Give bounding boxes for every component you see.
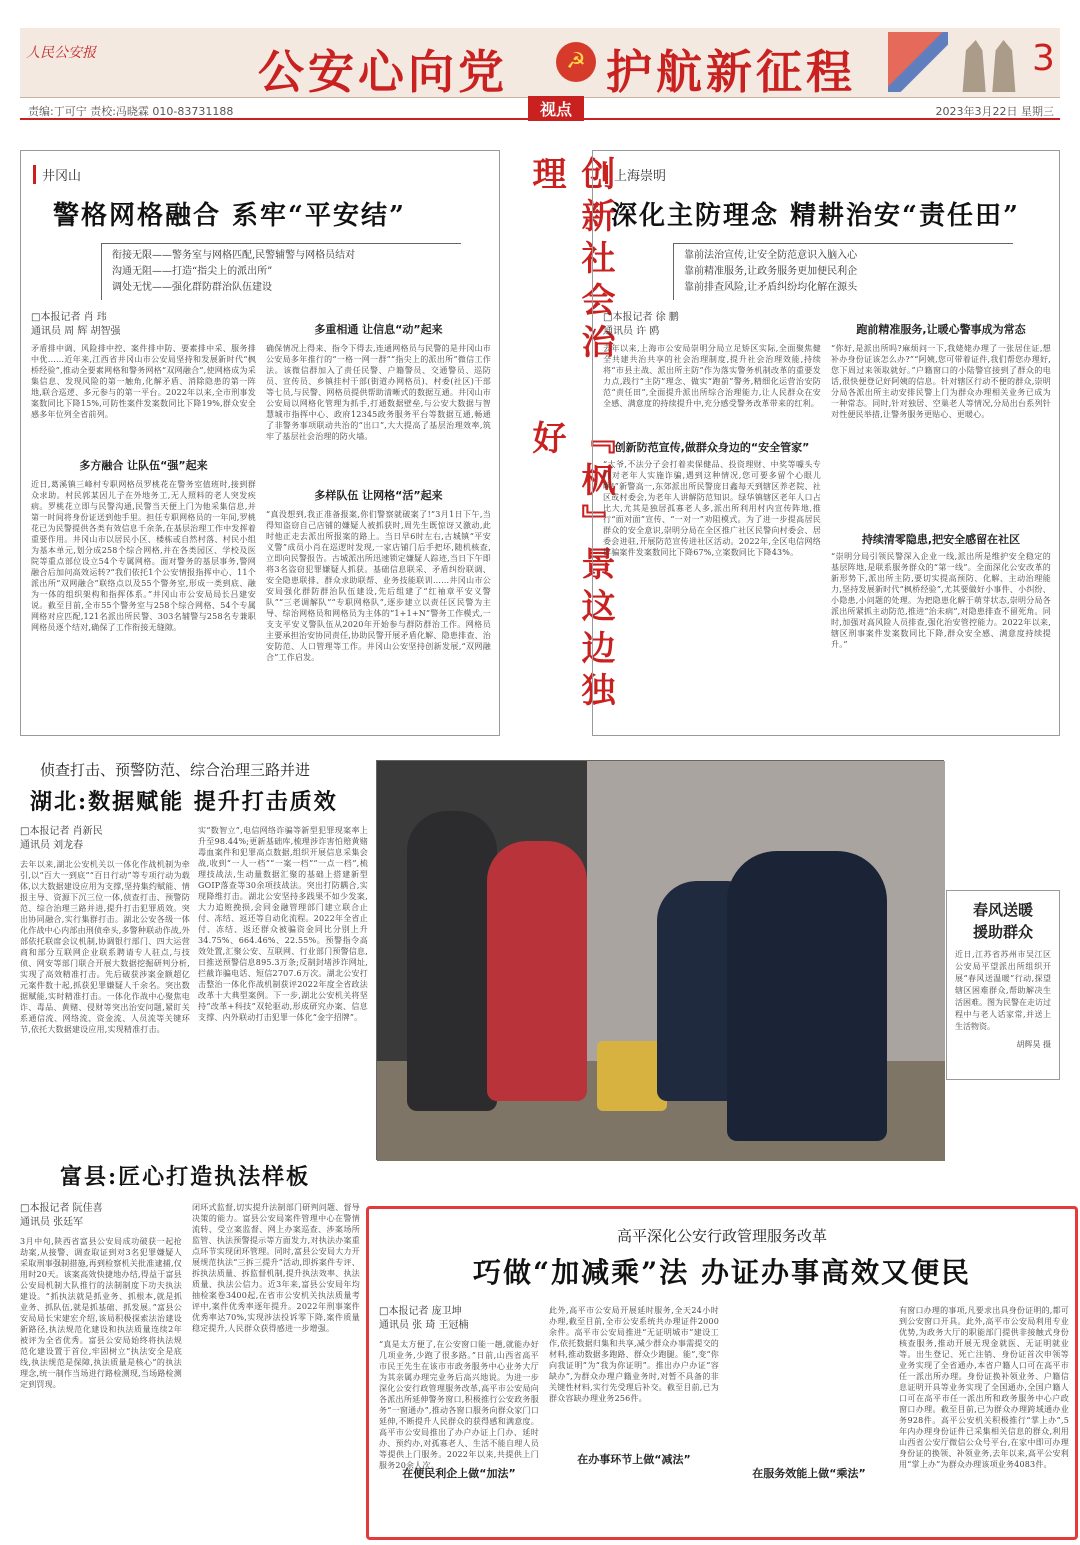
quote-line: 靠前排查风险,让矛盾纠纷均化解在源头: [684, 282, 858, 293]
article-quote: [673, 243, 1013, 300]
vertical-banner: [506, 150, 615, 736]
caption-title: 春风送暖 援助群众: [972, 901, 1033, 941]
article-subhead: 多样队伍 让网格“活”起来: [314, 489, 443, 502]
caption-credit: 胡辉昊 摄: [1016, 1040, 1051, 1049]
article-paragraph: “真没想到,我正准备报案,你们警察就破案了!”3月1日下午,当得知盗窃自己店铺的嫌疑人被抓获时,周先生既惊讶又激动,此时他正走去派出所报案的路上。当日早6时左右,古城镇“平安义警”成员小肖在巡逻时发现,一家店铺门后手把坏,随机核查,立即向民警报告。古城派出所迅速锁定嫌疑人踪迹,当日下午即将3名盗窃犯罪嫌疑人抓获。基础信息联采、矛盾纠纷联调、安全隐患联排、群众求助联帮、业务技能联训……井冈山市公安局强化群防群治队伍建设,先后组建了“红袖章平安义警队”“三老调解队”“专职网格队”,逐步建立以责任区民警为主导、综治网格员和网格员为主体的“1+1+N”警务工作模式,一支支平安义警队伍从2020年开始参与群防群治工作。网格员主要承担治安协同责任,协助民警开展矛盾化解、隐患排查、治安防范、人口管理等工作。井冈山公安坚持创新发展,“双网融合”工作启发。: [266, 510, 491, 662]
article-paragraph: 3月中旬,陕西省富县公安局成功破获一起抢劫案,从接警、调查取证到对3名犯罪嫌疑人采取刑事强制措施,再到检察机关批准逮捕,仅用时20天。该案高效快捷地办结,得益于富县公安局机制大队推行的法制制度下功夫执法建设。“抓执法就是抓业务、抓根本,就是抓业务、抓队伍,就是抓基础、抓发展。”富县公安局局长宋建宏介绍,该局积极探索法治建设新路径,执法规范化建设和执法质量连续2年被评为全省优秀。富县公安局始终将执法规范化建设置于首位,牢固树立“执法安全是底线,执法规范是保障,执法质量是核心”的执法理念,统一制作当场进行路检测现,当场路检测定到罚现。: [20, 1237, 182, 1389]
quote-line: 衔接无限——警务室与网格匹配,民警辅警与网格员结对: [112, 250, 356, 261]
highlighted-article-frame: [366, 1206, 1078, 1540]
article-subhead: 多方融合 让队伍“强”起来: [79, 459, 208, 472]
banner-line-2: 『枫』景这边独好: [526, 420, 615, 714]
article-hubei: [20, 755, 370, 1165]
quote-line: 调处无忧——强化群防群治队伍建设: [112, 282, 272, 293]
article-paragraph: 此外,高平市公安局开展延时服务,全天24小时办理,截至目前,全市公安系统共办理证件2000余件。高平市公安局推进“无证明城市”建设工作,依托数据归集和共享,减少群众办事需提交的材料,推动数据多跑路、群众少跑腿。能”,变“你向我证明”为“我为你证明”。推出办户办证“容缺办”,为群众办理户籍业务时,对暂不具备的非关键性材料,实行先受理后补交。截至目前,已为群众容缺办理业务256件。: [549, 1306, 719, 1403]
article-paragraph: 实“数智立”,电信网络诈骗等新型犯罪现案率上升至98.44%;更新基础库,梳理涉诈害怕赔黄赌毒血案件和犯罪高点数据,组织开展信息采集会战,收到“一人一档”“一案一档”“一点一档”,梳理技战法,生动量数据汇聚的基础上搭建新型GOIP落查等30余项技战法。突出打防耦合,实现降维打击。湖北公安坚持多践果不如少发案,大力追赃挽损,会同金融管理部门建立联合止付、冻结、返还等自动化流程。2022年全省止付、冻结、返还群众被骗资金同比分别上升34.75%、664.46%、22.55%。预警指令高效处置,汇聚公安、互联网、行业部门预警信息,日推送预警信息895.3万条;反制封堵涉诈网址,拦截诈骗电话、短信2707.6万次。湖北公安打击整治一体化作战机制获评2022年度全省政法改革十大典型案例。下一步,湖北公安机关将坚持“改革+科技”双轮驱动,形成研究办案、信息支撑、内外联动打击犯罪一体化“金字招牌”。: [198, 826, 368, 1022]
article-fuxian: [20, 1160, 360, 1540]
article-paragraph: “崇明分局引领民警深入企业一线,派出所是维护安全稳定的基层阵地,是联系服务群众的“第一线”。全面深化公安改革的新形势下,派出所主防,要切实提高预防、化解、主动治理能力,坚持发展新时代“枫桥经验”,尤其要做好小事件、小纠纷、小隐患,小问题的处理。为把隐患化解于萌芽状态,崇明分局各派出所紧抓主动防范,推进“治未病”,对隐患排查不留死角。同时,加强对高风险人员排查,强化治安管控能力。2022年以来,辖区刑事案件发案数同比下降,群众安全感、满意度持续提升。”: [831, 552, 1051, 649]
article-subhead: 在便民利企上做“加法”: [402, 1467, 516, 1480]
article-subhead: 多重相通 让信息“动”起来: [314, 323, 443, 336]
article-byline: □本报记者 阮佳喜 通讯员 张廷军: [20, 1203, 103, 1228]
banner-line-1: 创新社会治理: [526, 156, 615, 366]
article-subhead: 跑前精准服务,让暖心警事成为常态: [856, 323, 1026, 336]
page-number: 3: [1032, 38, 1055, 79]
photo-elderly-man: [407, 811, 497, 1111]
article-paragraph: 近日,葛溪镇三峰村专职网格员罗桃花在警务室值班时,接到群众求助。村民郭某因儿子在外地务工,无人照料的老人突发疾病。罗桃花立即与民警沟通,民警当天便上门为他采集信息,并第一时间将身份证送到他手里。担任专职网格员的一年间,罗桃花已为民警提供各类有效信息千余条,在基层治理工作中发挥着重要作用。井冈山市以居民小区、楼栋或自然村落、村民小组为基本单元,划分成258个综合网格,并在各类园区、学校及医院等重点部位设立54个专属网格。面对警务的基层事务,警网融合后加问高效运转?“我们依托1个公安情报指挥中心、11个派出所“双网融合”联络点以及55个警务室,形成一类到底、融为一体的组织架构和指挥体系。”井冈山市公安局局长吕建安说。截至目前,全市55个警务室与258个综合网格、54个专属网格对应匹配,121名派出所民警、303名辅警与258名专兼职网格员逐个结对,确保了工作衔接无缝隙。: [31, 480, 256, 632]
quote-line: 沟通无阻——打造“指尖上的派出所”: [112, 266, 273, 277]
article-paragraph: 矛盾排中调、风险排中控、案件排中防、要素排中采、服务排中优……近年来,江西省井冈山市公安局坚持和发展新时代“枫桥经验”,推动全要素网格和警务网格“双网融合”,使网格成为采集信息、发现风险的第一触角,化解矛盾、消除隐患的第一阵地,联合巡逻、多元参与的第一平台。2022年以来,全市刑事发案数同比下降15%,可防性案件发案数同比下降19%,群众安全感多年位列全省前列。: [31, 344, 256, 419]
article-byline: □本报记者 肖 玮 通讯员 周 辉 胡智强: [31, 312, 121, 337]
article-headline: 巧做“加减乘”法 办证办事高效又便民: [473, 1256, 971, 1289]
issue-date: 2023年3月22日 星期三: [935, 105, 1054, 118]
hammer-sickle-icon: ☭: [556, 42, 596, 82]
article-paragraph: “大爷,不法分子会打着卖保健品、投资理财、中奖等噱头专门对老年人实施诈骗,遇到这种情况,您可要多留个心眼儿啊!”新警高一,东郊派出所民警庞日鑫每天到辖区养老院、社区或村委会,为老年人讲解防范知识。绿华镇辖区老年人口占比大,尤其是独居孤寡老人多,派出所利用村内宣传阵地,推行“面对面”宣传、“一对一”劝阻模式。为了进一步提高居民群众的安全意识,崇明分局在全区推广社区民警向村委会、居委会进驻,开展防范宣传进社区活动。2022年,全区电信网络诈骗案件发案数同比下降67%,立案数同比下降43%。: [603, 460, 821, 557]
newspaper-logo: 人民公安报: [26, 45, 96, 61]
photo-elderly-woman: [487, 841, 587, 1101]
article-byline: □本报记者 庞卫坤 通讯员 张 琦 王冠楠: [379, 1306, 469, 1331]
article-subhead: 创新防范宣传,做群众身边的“安全管家”: [614, 441, 810, 454]
article-headline: 湖北:数据赋能 提升打击质效: [30, 789, 338, 815]
article-paragraph: “真是太方便了,在公安窗口能一趟,就能办好几项业务,少跑了很多路。”日前,山西省高平市民王先生在该市市政务服务中心业务大厅为其亲属办理完业务后高兴地说。为进一步深化公安行政管理服务改革,高平市公安局向各派出所延伸警务窗口,积极推行公安政务服务“一窗通办”,推动各窗口服务向群众家门口延伸,不断提升人民群众的获得感和满意度。高平市公安局推出了办户办证上门办、延时办、预约办,对孤寡老人、生活不能自理人员等提供上门服务。2022年以来,共提供上门服务20余人次。: [379, 1340, 539, 1470]
article-subhead: 持续清零隐患,把安全感留在社区: [861, 533, 1021, 546]
article-paragraph: 去年以来,湖北公安机关以一体化作战机制为牵引,以“百大一到底”“百日行动”等专项行动为载体,以大数据建设应用为支撑,坚持集约赋能、情报主导、资源下沉三位一体,侦查打击、预警防范、综合治理三路并进,提升打击犯罪质效。突出协同融合,实行集群打击。湖北公安各级一体化作战中心内部由刑侦牵头,多警种联动作战,外部依托联席会议机制,协调银行部门、四大运营商和部分互联网企业联系聘请专人驻点,与技侦、网安等部门联合开展大数据挖掘研判分析,实现了高效精准打击。先后破获涉案金额超亿元案件数十起,抓获犯罪嫌疑人千余名。突出数据赋能,实时精准打击。一体化作战中心聚焦电诈、毒品、黄赌、侵财等突出治安问题,紧盯关系通信流、网络流、资金流、人员流等关键环节,依托大数据建设应用,实现精准打击。: [20, 860, 190, 1034]
article-byline: □本报记者 徐 鹏 通讯员 许 鸥: [603, 312, 679, 337]
quote-line: 靠前精准服务,让政务服务更加便民利企: [684, 266, 858, 277]
police-silhouette-icon: [956, 40, 1022, 92]
article-byline: □本报记者 肖新民 通讯员 刘龙春: [20, 826, 103, 851]
article-tag: 井冈山: [33, 165, 81, 184]
article-paragraph: 闭环式监督,切实提升法制部门研判问题、督导决策的能力。富县公安局案件管理中心在警情流转、受立案监督、网上办案巡查、涉案场所监管、执法预警提示等方面发力,对执法办案重点环节实现闭环管理。同时,富县公安局大力开展规范执法“三拆三提升”活动,即拆案件专评、拆执法质量、拆监督机制,提升执法效率、执法质量、执法公信力。近3年来,富县公安局年均抽检案卷3400起,在省市公安机关执法质量考评中,案件优秀率逐年提升。2022年刑事案件优秀率达70%,实现涉法投诉零下降,案件质量稳定提升,人民群众获得感进一步增强。: [192, 1203, 360, 1333]
masthead-title-left: 公安心向党: [258, 45, 508, 99]
sub-header-bar: [20, 100, 1060, 120]
masthead-title-right: 护航新征程: [606, 45, 856, 99]
article-paragraph: 去年以来,上海市公安局崇明分局立足矫区实际,全面聚焦健全共建共治共享的社会治理制度,提升社会治理效能,持续将“市县主战、派出所主防”作为落实警务机制改革的重要发力点,践行“主防”理念、做实“跑前”警务,精细化运营治安防范“责任田”,全面提升派出所综合治理能力,让人民群众在安全感、满意度的持续提升中,充分感受警务改革带来的红利。: [603, 344, 821, 408]
article-jinggangshan: [20, 150, 500, 736]
photo-police-officer: [727, 851, 887, 1141]
article-paragraph: 有窗口办理的事项,凡要求出具身份证明的,都可到公安窗口开具。此外,高平市公安局利用专业优势,为政务大厅的职能部门提供非接触式身份核查服务,推动开展无现金就医、无证明就业等。出生登记、死亡注销、身份证首次申领等业务实现了全省通办,本省户籍人口可在高平市任一派出所办理。身份证换补领业务、户籍信息证明开具等业务实现了全国通办,全国户籍人口可在高平市任一派出所和政务服务中心户政窗口办理。截至目前,已为群众办理跨域通办业务928件。高平公安机关积极推行“掌上办”,5年内办理身份证件已采集相关信息的群众,利用山西省公安厅微信公众号平台,在家中即可办理身份证的换领、补领业务,去年以来,高平公安利用“掌上办”为群众办理该项业务4083件。: [899, 1306, 1069, 1469]
article-kicker: 侦查打击、预警防范、综合治理三路并进: [40, 761, 311, 779]
article-subhead: 在服务效能上做“乘法”: [752, 1467, 866, 1480]
article-subhead: 在办事环节上做“减法”: [577, 1453, 691, 1466]
caption-body: 近日,江苏省苏州市吴江区公安局平望派出所组织开展“春风送温暖”行动,探望辖区困难群众,帮助解决生活困难。图为民警在走访过程中与老人话家常,并送上生活物资。: [955, 950, 1051, 1031]
photo-caption-box: [946, 890, 1060, 1080]
article-paragraph: “你好,是派出所吗?麻烦问一下,我姥姥办理了一张居住证,想补办身份证该怎么办?”“阿姨,您可带着证件,我们帮您办理好,您下周过来领取就好。”户籍窗口的小陆警官接到了群众的电话,很快便登记好阿姨的信息。针对辖区行动不便的群众,崇明分局各派出所主动安排民警上门为群众办理相关业务已成为一种常态。同时,针对独居、空巢老人等情况,分局出台系列针对性便民举措,让警务服务更贴心、更暖心。: [831, 344, 1051, 419]
article-chongming: [592, 150, 1060, 736]
quote-line: 靠前法治宣传,让安全防范意识入脑入心: [684, 250, 858, 261]
article-headline: 富县:匠心打造执法样板: [60, 1164, 311, 1190]
masthead: [20, 28, 1060, 98]
flag-icon: [888, 32, 948, 92]
article-tag: 上海崇明: [605, 165, 666, 184]
section-label: 视点: [528, 96, 584, 121]
article-headline: 深化主防理念 精耕治安“责任田”: [611, 201, 1020, 231]
news-photo: [376, 760, 944, 1160]
editor-line: 责编:丁可宁 责校:冯晓霖 010-83731188: [28, 105, 234, 118]
article-headline: 警格网格融合 系牢“平安结”: [53, 201, 406, 231]
article-paragraph: 确保情况上得来、指令下得去,连通网格员与民警的是井冈山市公安局多年推行的“一格一网一群”“指尖上的派出所”微信工作法。该微信群加入了责任民警、户籍警员、交通警员、巡防员、宣传员、乡镇挂村干部(街道办网格员)、村委(社区)干部等七员,与民警、网格员提供帮助清晰式的数据互通。井冈山市公安局以网格化管理为抓手,打通数据壁垒,与公安大数据与智慧城市指挥中心、政府12345政务服务平台等数据互通,畅通了非警务事项联动共治的“出口”,大大提高了基层治理效率,筑牢了基层社会治理的防火墙。: [266, 344, 491, 441]
article-kicker: 高平深化公安行政管理服务改革: [616, 1227, 827, 1245]
article-quote: [101, 243, 461, 300]
